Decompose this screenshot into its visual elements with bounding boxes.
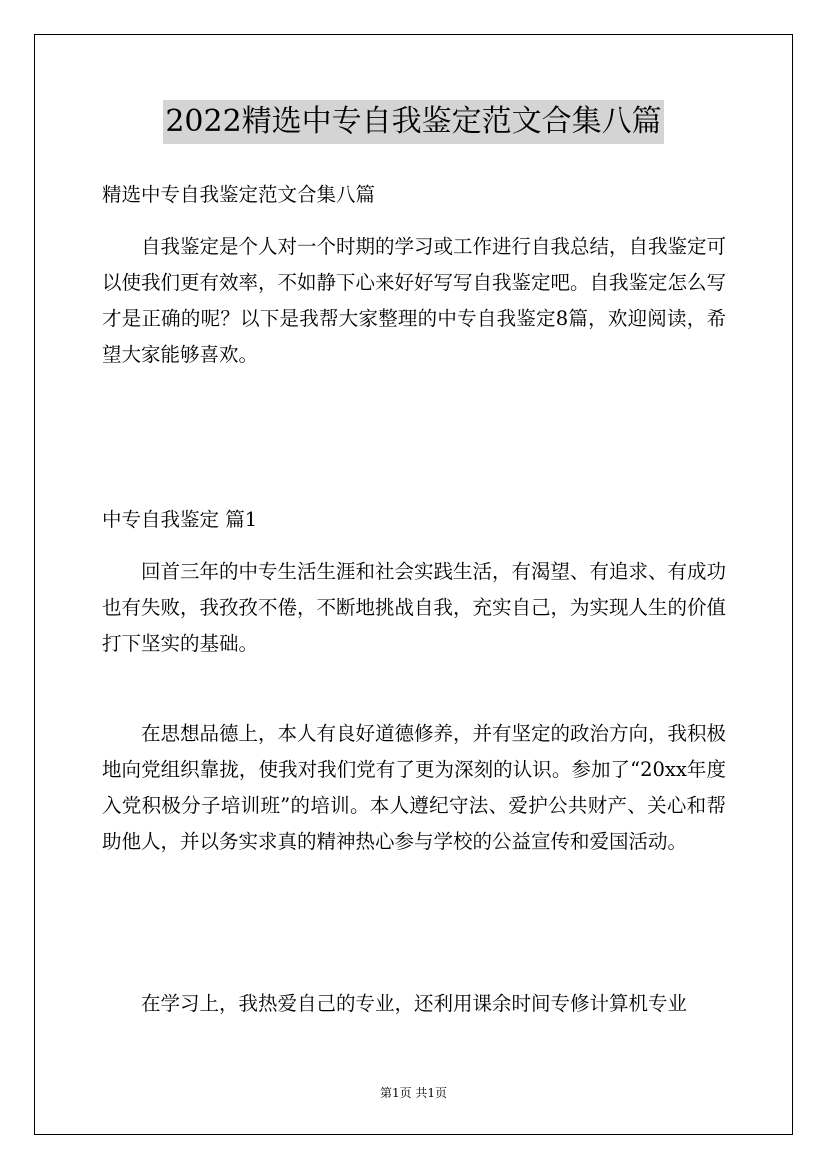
document-title: 2022精选中专自我鉴定范文合集八篇	[163, 100, 663, 144]
page-number: 第1页 共1页	[379, 1086, 448, 1100]
intro-paragraph: 自我鉴定是个人对一个时期的学习或工作进行自我总结，自我鉴定可以使我们更有效率，不如静下心来好好写写自我鉴定吧。自我鉴定怎么写才是正确的呢？以下是我帮大家整理的中专自我鉴定8篇，欢迎阅读，希望大家能够喜欢。	[102, 235, 727, 366]
body-paragraph-3: 在学习上，我热爱自己的专业，还利用课余时间专修计算机专业	[141, 992, 688, 1015]
title-container	[0, 100, 827, 144]
document-subtitle: 精选中专自我鉴定范文合集八篇	[102, 183, 376, 206]
section-heading: 中专自我鉴定 篇1	[102, 508, 258, 531]
body-paragraph-2: 在思想品德上，本人有良好道德修养，并有坚定的政治方向，我积极地向党组织靠拢，使我对我们党有了更为深刻的认识。参加了“20xx年度入党积极分子培训班”的培训。本人遵纪守法、爱护公共财产、关心和帮助他人，并以务实求真的精神热心参与学校的公益宣传和爱国活动。	[102, 722, 727, 853]
body-paragraph-1: 回首三年的中专生活生涯和社会实践生活，有渴望、有追求、有成功也有失败，我孜孜不倦，不断地挑战自我，充实自己，为实现人生的价值打下坚实的基础。	[102, 560, 727, 655]
page-footer	[0, 1084, 827, 1101]
